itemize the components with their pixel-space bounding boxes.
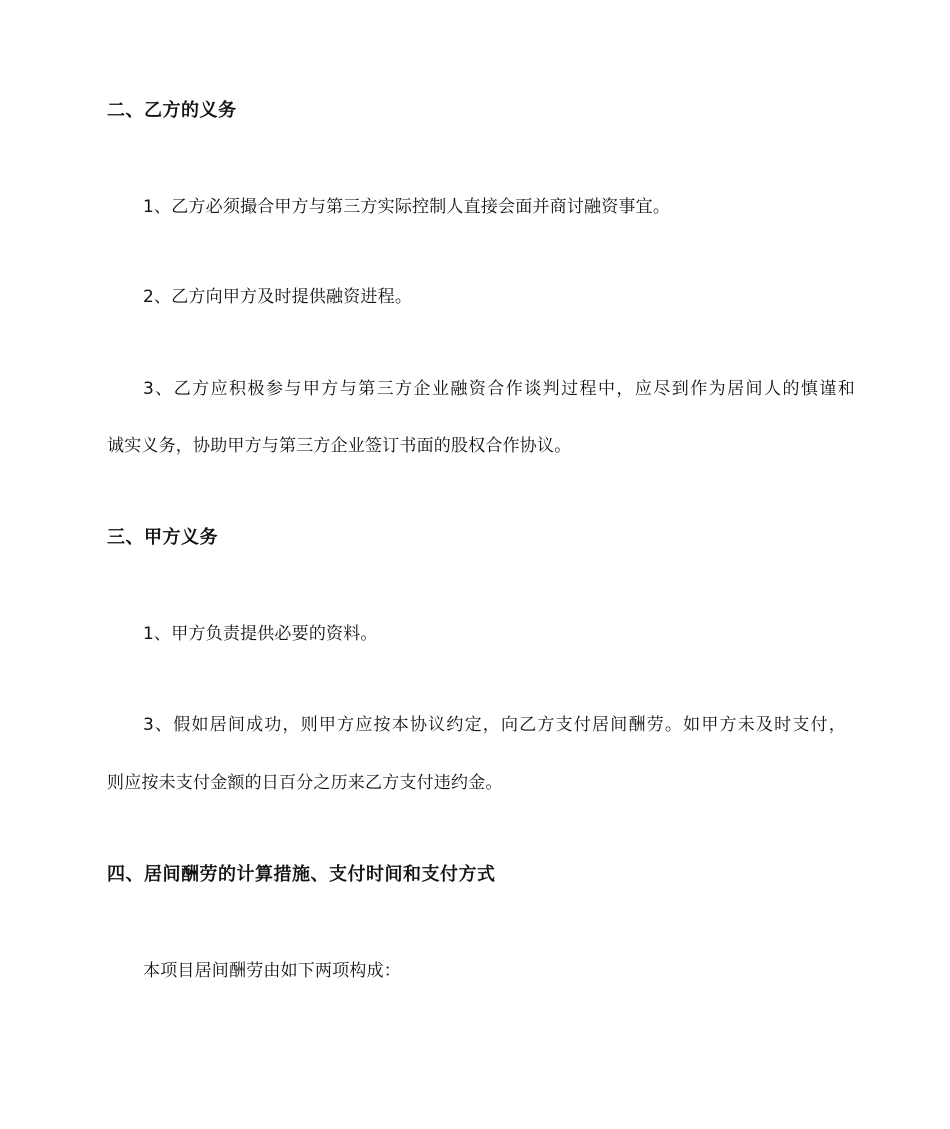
paragraph-b-2: 2、乙方向甲方及时提供融资进程。 bbox=[143, 287, 413, 307]
paragraph-a-3-line-2: 则应按未支付金额的日百分之历来乙方支付违约金。 bbox=[107, 773, 503, 793]
paragraph-a-3-line-1: 3、假如居间成功，则甲方应按本协议约定，向乙方支付居间酬劳。如甲方未及时支付， bbox=[143, 715, 846, 735]
paragraph-a-1: 1、甲方负责提供必要的资料。 bbox=[143, 624, 378, 644]
section-heading-commission: 四、居间酬劳的计算措施、支付时间和支付方式 bbox=[107, 864, 496, 885]
section-heading-obligations-party-b: 二、乙方的义务 bbox=[107, 100, 237, 121]
paragraph-b-3-line-2: 诚实义务，协助甲方与第三方企业签订书面的股权合作协议。 bbox=[107, 436, 572, 456]
paragraph-commission-intro: 本项目居间酬劳由如下两项构成： bbox=[143, 961, 401, 981]
section-heading-obligations-party-a: 三、甲方义务 bbox=[107, 527, 218, 548]
paragraph-b-3-line-1: 3、乙方应积极参与甲方与第三方企业融资合作谈判过程中，应尽到作为居间人的慎谨和 bbox=[143, 379, 855, 399]
paragraph-b-1: 1、乙方必须撮合甲方与第三方实际控制人直接会面并商讨融资事宜。 bbox=[143, 197, 671, 217]
